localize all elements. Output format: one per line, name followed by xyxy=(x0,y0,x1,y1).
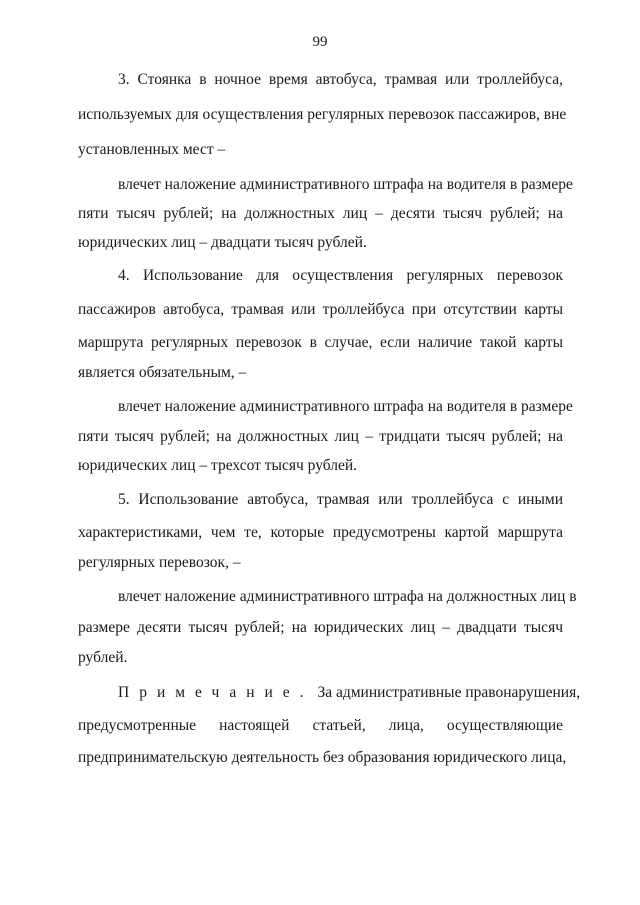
text-line: рублей. xyxy=(78,649,128,666)
text-line: пяти тысяч рублей; на должностных лиц – десяти тысяч рублей; на xyxy=(78,205,563,222)
note-text: За административные правонарушения, xyxy=(317,684,581,701)
text-line: влечет наложение административного штрафа на водителя в размере xyxy=(118,176,573,193)
text-line: юридических лиц – двадцати тысяч рублей. xyxy=(78,234,367,251)
text-line: используемых для осуществления регулярных перевозок пассажиров, вне xyxy=(78,106,567,123)
text-line: предусмотренные настоящей статьей, лица, осуществляющие xyxy=(78,717,563,734)
text-line: влечет наложение административного штрафа на водителя в размере xyxy=(118,398,573,415)
text-line: установленных мест – xyxy=(78,141,226,158)
text-line: регулярных перевозок, – xyxy=(78,554,241,571)
text-line: 3. Стоянка в ночное время автобуса, трамвая или троллейбуса, xyxy=(118,71,563,88)
note-first-line xyxy=(118,683,581,703)
text-line: пяти тысяч рублей; на должностных лиц – тридцати тысяч рублей; на xyxy=(78,428,563,445)
text-line: является обязательным, – xyxy=(78,364,247,381)
text-line: 5. Использование автобуса, трамвая или троллейбуса с иными xyxy=(118,491,563,508)
text-line: размере десяти тысяч рублей; на юридических лиц – двадцати тысяч xyxy=(78,619,563,636)
text-line: предпринимательскую деятельность без образования юридического лица, xyxy=(78,749,567,766)
text-line: влечет наложение административного штрафа на должностных лиц в xyxy=(118,588,577,605)
text-line: 4. Использование для осуществления регулярных перевозок xyxy=(118,267,563,284)
text-line: пассажиров автобуса, трамвая или троллейбуса при отсутствии карты xyxy=(78,301,563,318)
text-line: юридических лиц – трехсот тысяч рублей. xyxy=(78,457,358,474)
note-label: Примечание. xyxy=(118,684,314,701)
text-line: характеристиками, чем те, которые предусмотрены картой маршрута xyxy=(78,524,563,541)
page-number: 99 xyxy=(312,34,328,50)
text-line: маршрута регулярных перевозок в случае, если наличие такой карты xyxy=(78,334,563,351)
